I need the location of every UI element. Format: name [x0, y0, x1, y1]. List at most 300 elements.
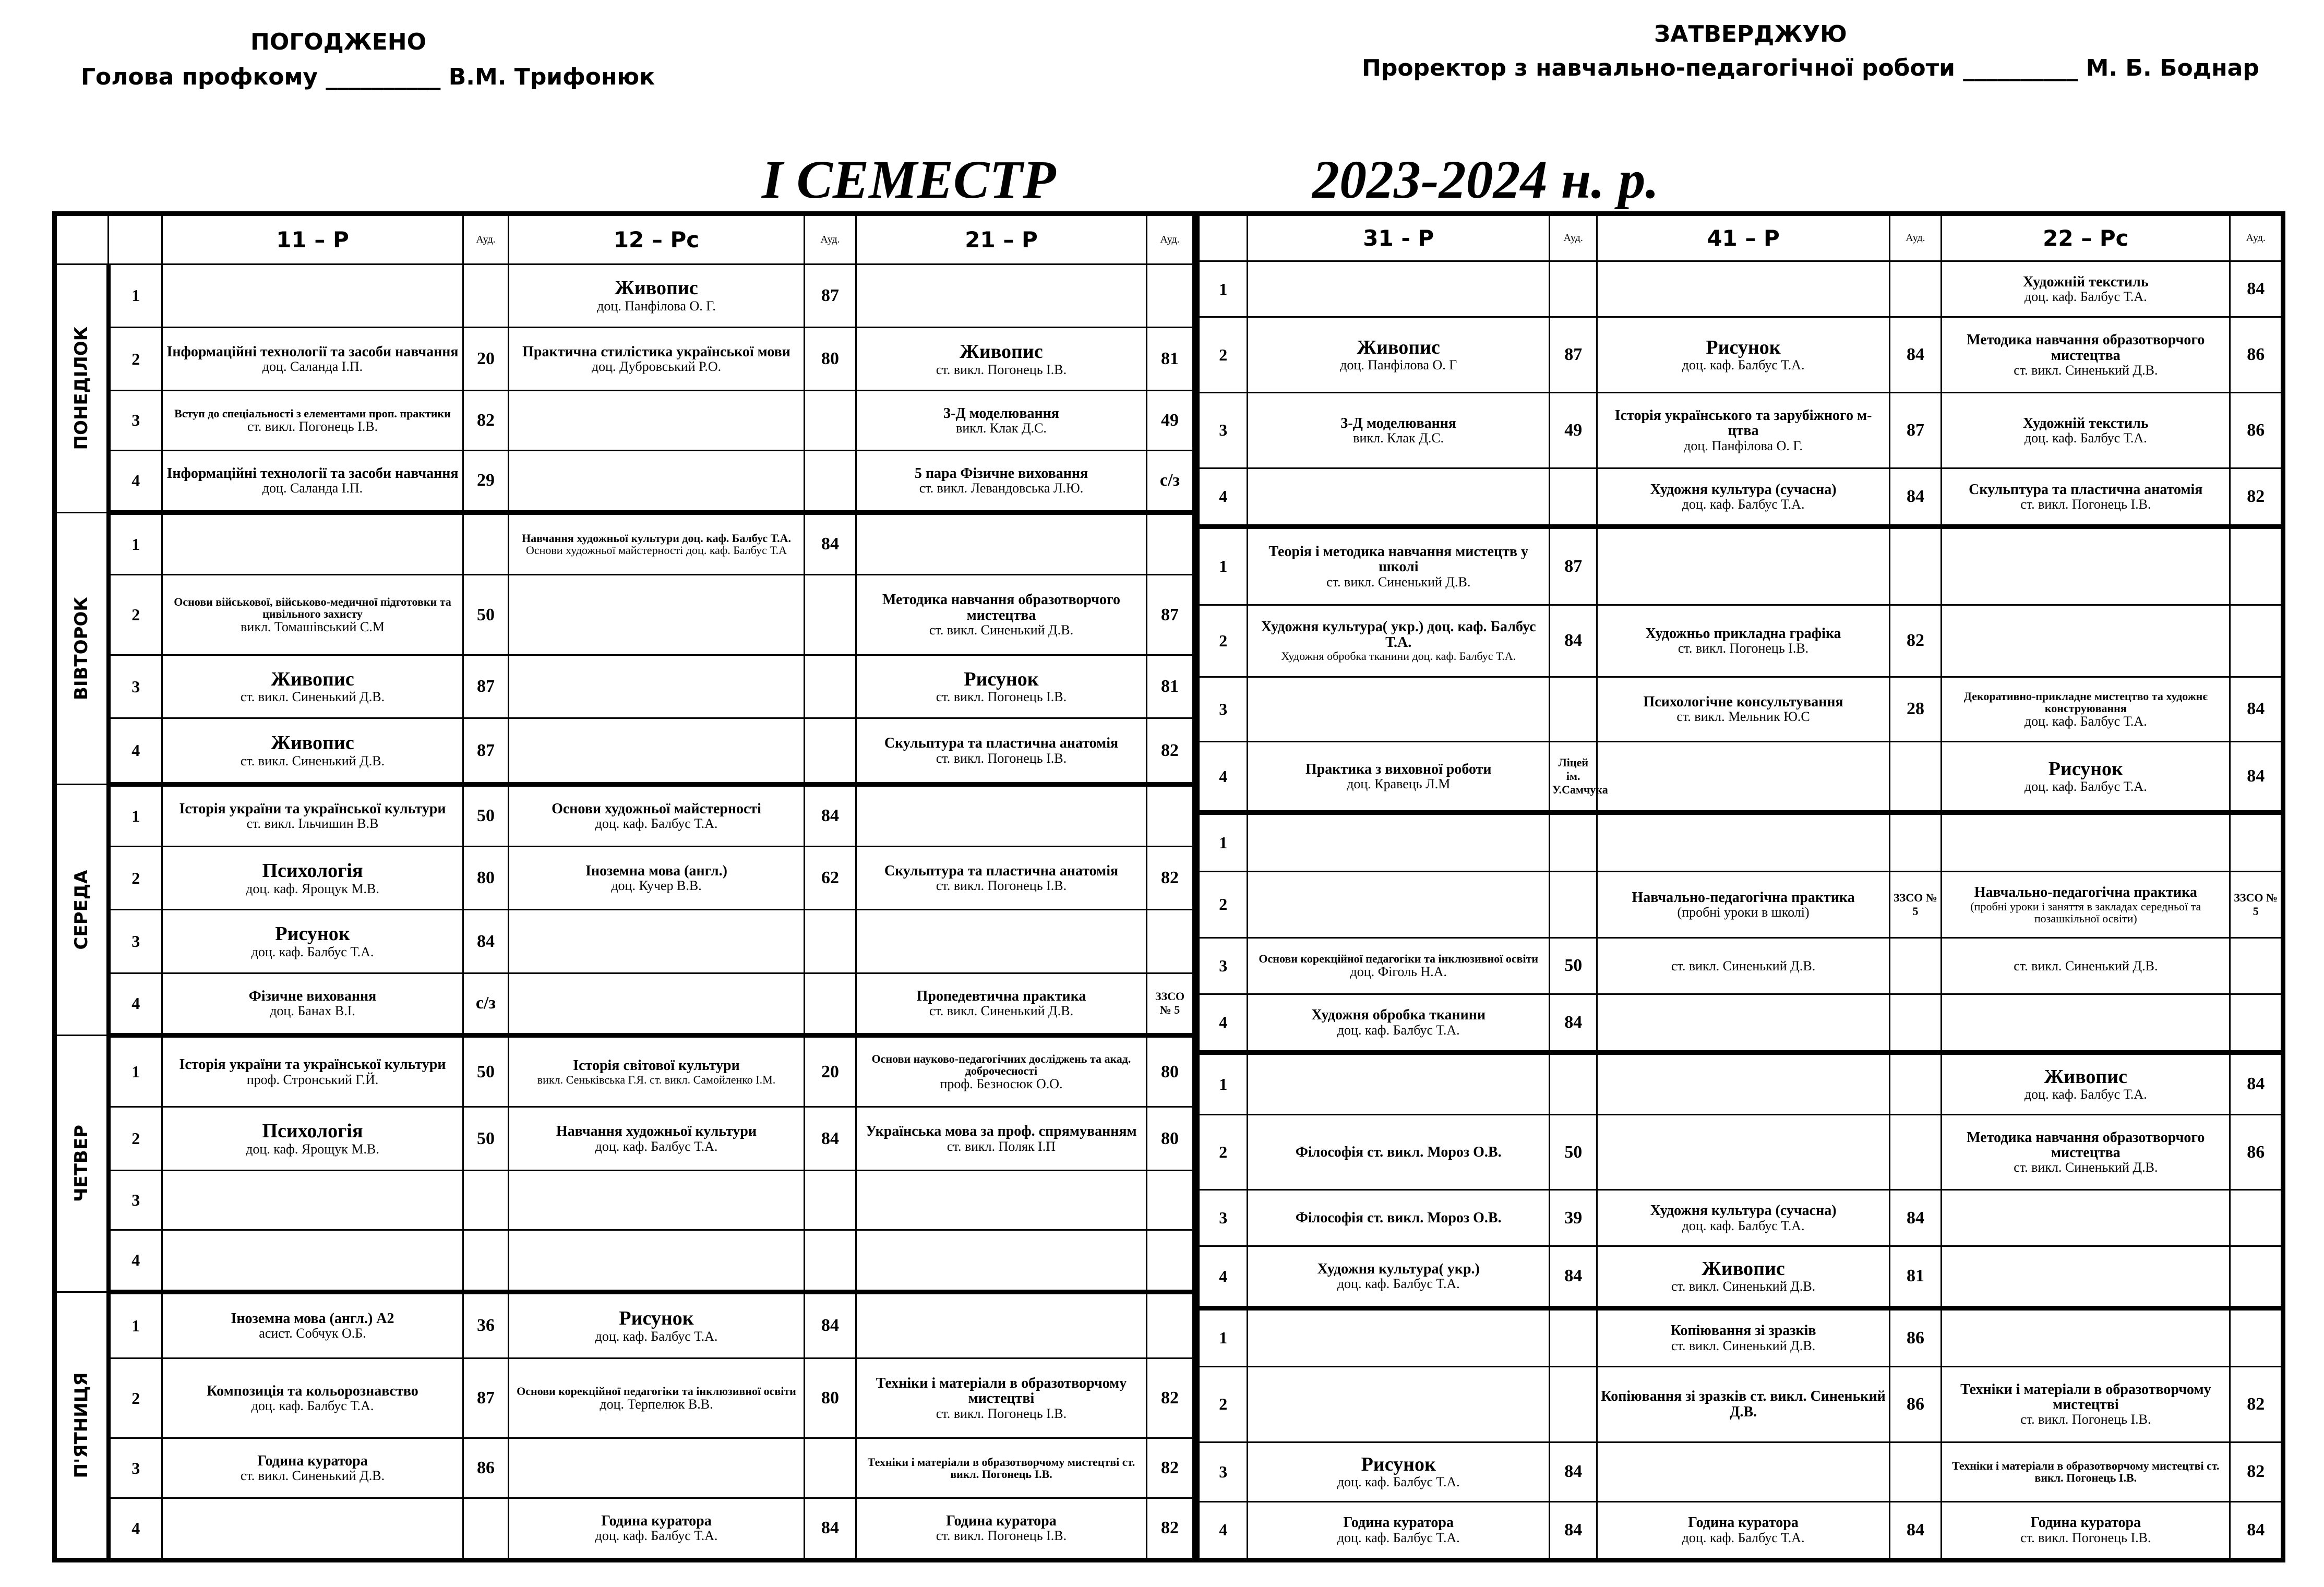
- teacher-name: доц. каф. Балбус Т.А.: [595, 1138, 718, 1154]
- room-number: 80: [805, 328, 856, 391]
- teacher-name: викл. Клак Д.С.: [956, 420, 1047, 436]
- period-number: 2: [109, 1107, 162, 1170]
- teacher-name: доц. Саланда І.П.: [262, 359, 363, 375]
- teacher-name: доц. Саланда І.П.: [262, 480, 363, 496]
- subject-name: Історія українського та зарубіжного м-цтва: [1614, 407, 1872, 439]
- room-number: 87: [1550, 526, 1597, 605]
- period-row: [1197, 317, 2283, 393]
- day-header-cell: [55, 214, 109, 264]
- lesson-cell: [1248, 468, 1550, 526]
- lesson-cell: [509, 847, 805, 910]
- subject-name: Живопис: [271, 668, 354, 690]
- room-number: [1889, 938, 1941, 994]
- teacher-name: асист. Собчук О.Б.: [259, 1326, 366, 1341]
- subject-name: Навчально-педагогічна практика: [1632, 889, 1855, 906]
- day-label-mon: [55, 264, 109, 512]
- teacher-name: ст. викл. Синенький Д.В.: [1326, 574, 1471, 590]
- room-number: 87: [1889, 393, 1941, 468]
- subject-name: Художній текстиль: [2022, 273, 2149, 290]
- teacher-name: ст. викл. Синенький Д.В.: [240, 689, 385, 705]
- period-number: 3: [1197, 393, 1248, 468]
- schedule-table-left: [52, 211, 1197, 1562]
- academic-year: 2023-2024 н. р.: [1312, 150, 1659, 210]
- room-number: [805, 450, 856, 512]
- period-number: 1: [109, 1292, 162, 1358]
- room-number: [1889, 526, 1941, 605]
- subject-name: Основи військової, військово-медичної підготовки та цивільного захисту: [174, 595, 451, 620]
- lesson-cell: [162, 1170, 463, 1230]
- period-row: [1197, 871, 2283, 938]
- room-number: 84: [2230, 677, 2283, 741]
- room-number: [1889, 1442, 1941, 1501]
- period-number: 2: [1197, 605, 1248, 677]
- period-row: [1197, 1052, 2283, 1114]
- lesson-cell: [162, 1292, 463, 1358]
- period-number: 1: [1197, 1308, 1248, 1366]
- period-number: 4: [1197, 741, 1248, 813]
- lesson-cell: [1597, 938, 1889, 994]
- period-number: 4: [1197, 994, 1248, 1052]
- subject-name: Українська мова за проф. спрямуванням: [866, 1123, 1137, 1140]
- subject-name: Основи художньої майстерності: [552, 801, 761, 817]
- room-number: 87: [1147, 575, 1195, 655]
- period-row: [55, 973, 1195, 1035]
- room-number: [1889, 813, 1941, 871]
- lesson-cell: [856, 655, 1147, 718]
- period-row: [1197, 526, 2283, 605]
- period-row: [55, 575, 1195, 655]
- period-row: [55, 655, 1195, 718]
- lesson-cell: [509, 1438, 805, 1498]
- subject-name: Психологічне консультування: [1643, 693, 1843, 710]
- lesson-cell: [856, 1035, 1147, 1107]
- period-row: [1197, 1442, 2283, 1501]
- room-number: 84: [805, 1107, 856, 1170]
- lesson-cell: [1597, 468, 1889, 526]
- day-label-fri: [55, 1292, 109, 1560]
- subject-name: Основи корекційної педагогіки та інклюзивної освіти: [517, 1384, 796, 1398]
- lesson-cell: [1248, 1052, 1550, 1114]
- room-number: [1550, 1308, 1597, 1366]
- teacher-name: ст. викл. Погонець І.В.: [936, 878, 1067, 894]
- room-number: [1550, 261, 1597, 317]
- period-number: 2: [1197, 317, 1248, 393]
- group-header-6: 22 – Рс: [1942, 214, 2230, 261]
- lesson-cell: [509, 910, 805, 973]
- room-number: [1550, 1052, 1597, 1114]
- subject-name: Основи науково-педагогічних досліджень та акад. доброчесності: [871, 1052, 1131, 1078]
- lesson-cell: [1942, 1052, 2230, 1114]
- lesson-cell: [856, 1292, 1147, 1358]
- period-row: [1197, 1246, 2283, 1308]
- lesson-cell: [509, 1035, 805, 1107]
- lesson-cell: [162, 1498, 463, 1560]
- teacher-name: доц. Панфілова О. Г: [1340, 357, 1457, 373]
- room-number: 84: [2230, 1501, 2283, 1560]
- lesson-cell: [509, 1498, 805, 1560]
- subject-name: Художня культура (сучасна): [1650, 481, 1837, 498]
- subject-name: Філософія ст. викл. Мороз О.В.: [1295, 1209, 1502, 1226]
- lesson-cell: [856, 450, 1147, 512]
- subject-name: Година куратора: [1688, 1514, 1799, 1531]
- room-number: 84: [1550, 1501, 1597, 1560]
- room-number: [805, 575, 856, 655]
- room-number: [1147, 910, 1195, 973]
- lesson-cell: [162, 910, 463, 973]
- subject-name: Рисунок: [964, 668, 1039, 690]
- room-number: 84: [1889, 1190, 1941, 1246]
- room-number: [463, 264, 509, 327]
- room-number: 82: [2230, 1366, 2283, 1442]
- room-number: 50: [463, 784, 509, 846]
- subject-name: Навчання художньої культури: [556, 1123, 757, 1140]
- period-number: 1: [1197, 261, 1248, 317]
- lesson-cell: [856, 391, 1147, 450]
- subject-name: 3-Д моделювання: [1340, 415, 1457, 431]
- teacher-name: доц. Терпелюк В.В.: [600, 1396, 713, 1412]
- subject-name: Техніки і матеріали в образотворчому мистецтві: [1960, 1381, 2211, 1413]
- subject-name: Декоративно-прикладне мистецтво та художнє конструювання: [1963, 689, 2208, 715]
- room-number: [1889, 261, 1941, 317]
- teacher-name: ст. викл. Погонець І.В.: [2020, 1530, 2151, 1545]
- subject-name: Художня культура (сучасна): [1650, 1203, 1837, 1219]
- teacher-name: викл. Сенькiвська Г.Я. ст. викл. Самойленко І.М.: [537, 1073, 776, 1086]
- period-row: [55, 718, 1195, 785]
- room-number: 50: [463, 1035, 509, 1107]
- day-name: П'ЯТНИЦЯ: [71, 1372, 92, 1478]
- lesson-cell: [856, 973, 1147, 1035]
- room-number: [805, 1170, 856, 1230]
- lesson-cell: [1942, 994, 2230, 1052]
- room-number: 84: [805, 784, 856, 846]
- subject-name: 3-Д моделювання: [943, 405, 1059, 422]
- lesson-cell: [1248, 677, 1550, 741]
- subject-name: Методика навчання образотворчого мистецтва: [1967, 332, 2205, 364]
- lesson-cell: [1942, 1366, 2230, 1442]
- room-number: [1889, 741, 1941, 813]
- room-number: [1147, 512, 1195, 574]
- subject-name: Практична стилістика української мови: [522, 343, 790, 360]
- subject-name: Іноземна мова (англ.): [585, 862, 727, 879]
- room-number: [805, 973, 856, 1035]
- room-number: 50: [1550, 938, 1597, 994]
- room-number: 84: [2230, 261, 2283, 317]
- group-header-2: 12 – Рс: [509, 214, 805, 264]
- subject-name: Рисунок: [275, 922, 350, 945]
- lesson-cell: [1248, 261, 1550, 317]
- teacher-name: ст. викл. Мельник Ю.С: [1676, 709, 1810, 725]
- teacher-name: ст. викл. Синенький Д.В.: [1671, 1338, 1816, 1353]
- teacher-name: доц. Банах В.І.: [270, 1003, 355, 1019]
- subject-name: Фізичне виховання: [248, 988, 377, 1004]
- subject-name: Історія світової культури: [573, 1057, 740, 1074]
- period-number: 3: [109, 655, 162, 718]
- lesson-cell: [1942, 468, 2230, 526]
- period-row: [1197, 741, 2283, 813]
- teacher-name: (пробні уроки і заняття в закладах середньої та позашкільної освіти): [1970, 899, 2201, 925]
- lesson-cell: [1248, 1501, 1550, 1560]
- lesson-cell: [1597, 317, 1889, 393]
- lesson-cell: [1248, 1246, 1550, 1308]
- subject-name: Основи корекційної педагогіки та інклюзивної освіти: [1259, 952, 1539, 966]
- room-number: [805, 391, 856, 450]
- period-number: 1: [1197, 526, 1248, 605]
- teacher-name: Художня обробка тканини доц. каф. Балбус Т.А.: [1281, 649, 1516, 663]
- period-number: 1: [1197, 1052, 1248, 1114]
- period-number: 3: [1197, 1442, 1248, 1501]
- day-label-thu: [55, 1035, 109, 1292]
- period-row: [55, 910, 1195, 973]
- lesson-cell: [509, 1230, 805, 1292]
- teacher-name: ст. викл. Синенький Д.В.: [1671, 1279, 1816, 1294]
- lesson-cell: [1597, 871, 1889, 938]
- subject-name: Іноземна мова (англ.) А2: [231, 1310, 394, 1327]
- teacher-name: доц. каф. Балбус Т.А.: [1682, 1218, 1805, 1233]
- teacher-name: доц. каф. Балбус Т.А.: [251, 944, 374, 959]
- teacher-name: ст. викл. Погонець І.В.: [2020, 1412, 2151, 1427]
- teacher-name: доц. каф. Ярощук М.В.: [246, 881, 379, 896]
- period-number: 4: [109, 450, 162, 512]
- teacher-name: доц. каф. Балбус Т.А.: [1337, 1474, 1460, 1490]
- period-row: [1197, 393, 2283, 468]
- period-number: 4: [1197, 1246, 1248, 1308]
- aud-header: Ауд.: [805, 214, 856, 264]
- teacher-name: доц. каф. Балбус Т.А.: [1682, 496, 1805, 512]
- lesson-cell: [1597, 261, 1889, 317]
- room-number: 87: [463, 655, 509, 718]
- lesson-cell: [1597, 1366, 1889, 1442]
- period-number: 3: [1197, 1190, 1248, 1246]
- lesson-cell: [1248, 526, 1550, 605]
- teacher-name: ст. викл. Погонець І.В.: [936, 1528, 1067, 1544]
- room-number: 84: [1889, 317, 1941, 393]
- room-number: 49: [1550, 393, 1597, 468]
- lesson-cell: [1942, 813, 2230, 871]
- period-row: [55, 328, 1195, 391]
- room-number: [1147, 1292, 1195, 1358]
- period-number: 3: [109, 910, 162, 973]
- period-row: [55, 1358, 1195, 1438]
- lesson-cell: [1597, 605, 1889, 677]
- period-number: 2: [109, 575, 162, 655]
- lesson-cell: [1597, 741, 1889, 813]
- teacher-name: ст. викл. Синенький Д.В.: [929, 622, 1074, 638]
- room-number: [2230, 526, 2283, 605]
- lesson-cell: [856, 575, 1147, 655]
- room-number: 80: [1147, 1107, 1195, 1170]
- period-row: [55, 847, 1195, 910]
- approved-title: ПОГОДЖЕНО: [250, 29, 427, 55]
- lesson-cell: [856, 910, 1147, 973]
- subject-name: Живопис: [960, 340, 1043, 363]
- room-number: [1889, 994, 1941, 1052]
- room-number: 28: [1889, 677, 1941, 741]
- room-number: Ліцей ім. У.Самчука: [1550, 741, 1597, 813]
- room-number: 86: [2230, 317, 2283, 393]
- room-number: [1147, 1170, 1195, 1230]
- subject-name: Рисунок: [1361, 1453, 1436, 1475]
- room-number: 86: [463, 1438, 509, 1498]
- period-row: [55, 1292, 1195, 1358]
- subject-name: Рисунок: [2048, 758, 2123, 780]
- aud-header: Ауд.: [1550, 214, 1597, 261]
- period-number: 1: [109, 264, 162, 327]
- aud-header: Ауд.: [463, 214, 509, 264]
- room-number: [1147, 264, 1195, 327]
- subject-name: Художня обробка тканини: [1311, 1007, 1486, 1024]
- subject-name: Художня культура( укр.): [1317, 1260, 1480, 1277]
- teacher-name: ст. викл. Погонець І.В.: [247, 418, 378, 434]
- room-number: 87: [805, 264, 856, 327]
- lesson-cell: [856, 1438, 1147, 1498]
- room-number: 84: [805, 512, 856, 574]
- teacher-name: доц. Панфілова О. Г.: [597, 298, 716, 314]
- lesson-cell: [1248, 1442, 1550, 1501]
- lesson-cell: [1942, 871, 2230, 938]
- subject-name: Година куратора: [601, 1512, 712, 1529]
- teacher-name: викл. Клак Д.С.: [1353, 430, 1444, 446]
- lesson-cell: [1248, 317, 1550, 393]
- lesson-cell: [1597, 1308, 1889, 1366]
- period-row: [55, 1230, 1195, 1292]
- lesson-cell: [509, 1358, 805, 1438]
- subject-name: Скульптура та пластична анатомія: [884, 735, 1119, 752]
- room-number: [805, 1230, 856, 1292]
- subject-name: Живопис: [2044, 1065, 2128, 1088]
- semester-title: І СЕМЕСТР: [762, 150, 1056, 210]
- lesson-cell: [856, 784, 1147, 846]
- room-number: 20: [805, 1035, 856, 1107]
- period-header-cell: [1197, 214, 1248, 261]
- lesson-cell: [162, 973, 463, 1035]
- period-number: 2: [109, 328, 162, 391]
- period-number: 1: [1197, 813, 1248, 871]
- room-number: [1550, 1366, 1597, 1442]
- lesson-cell: [1597, 1052, 1889, 1114]
- period-number: 3: [109, 391, 162, 450]
- teacher-name: доц. Дубровський Р.О.: [591, 359, 722, 375]
- teacher-name: проф. Безносюк О.О.: [940, 1076, 1063, 1092]
- teacher-name: доц. каф. Балбус Т.А.: [1337, 1276, 1460, 1292]
- lesson-cell: [1597, 1246, 1889, 1308]
- lesson-cell: [162, 718, 463, 785]
- subject-name: Композиція та кольорознавство: [207, 1382, 418, 1399]
- teacher-name: ст. викл. Погонець І.В.: [936, 362, 1067, 377]
- teacher-name: ст. викл. Погонець І.В.: [1678, 641, 1809, 656]
- room-number: [1147, 1230, 1195, 1292]
- period-row: [55, 512, 1195, 574]
- subject-name: Навчання художньої культури доц. каф. Балбус Т.А.: [522, 532, 791, 545]
- room-number: 82: [1147, 1438, 1195, 1498]
- room-number: 84: [805, 1498, 856, 1560]
- lesson-cell: [856, 847, 1147, 910]
- lesson-cell: [162, 1107, 463, 1170]
- lesson-cell: [162, 450, 463, 512]
- period-number: 2: [1197, 1114, 1248, 1190]
- subject-name: Інформаційні технології та засоби навчання: [166, 343, 459, 360]
- lesson-cell: [1597, 677, 1889, 741]
- teacher-name: доц. каф. Балбус Т.А.: [2024, 779, 2147, 795]
- lesson-cell: [162, 1035, 463, 1107]
- room-number: с/з: [463, 973, 509, 1035]
- room-number: 82: [1147, 1498, 1195, 1560]
- subject-name: Методика навчання образотворчого мистецтва: [882, 592, 1121, 623]
- period-row: [55, 1107, 1195, 1170]
- subject-name: Вступ до спеціальності з елементами проп. практики: [174, 406, 451, 420]
- room-number: [463, 1230, 509, 1292]
- lesson-cell: [509, 391, 805, 450]
- lesson-cell: [509, 575, 805, 655]
- lesson-cell: [1597, 526, 1889, 605]
- room-number: [805, 910, 856, 973]
- period-row: [1197, 938, 2283, 994]
- lesson-cell: [509, 973, 805, 1035]
- room-number: 84: [463, 910, 509, 973]
- subject-name: Живопис: [615, 277, 698, 299]
- subject-name: Історія україни та української культури: [179, 1056, 446, 1073]
- period-row: [55, 450, 1195, 512]
- subject-name: Теорія і методика навчання мистецтв у школі: [1268, 543, 1529, 575]
- room-number: 84: [2230, 741, 2283, 813]
- period-number: 2: [109, 847, 162, 910]
- group-header-1: 11 – Р: [162, 214, 463, 264]
- lesson-cell: [162, 1230, 463, 1292]
- period-row: [1197, 994, 2283, 1052]
- room-number: [1889, 1114, 1941, 1190]
- subject-name: Година куратора: [1343, 1514, 1454, 1531]
- period-number: 4: [1197, 468, 1248, 526]
- room-number: [2230, 605, 2283, 677]
- lesson-cell: [1942, 393, 2230, 468]
- subject-name: Інформаційні технології та засоби навчання: [166, 465, 459, 482]
- day-name: ЧЕТВЕР: [71, 1125, 92, 1203]
- teacher-name: Основи художньої майстерності доц. каф. Балбус Т.А: [525, 544, 787, 557]
- room-number: 80: [463, 847, 509, 910]
- room-number: ЗЗСО № 5: [1147, 973, 1195, 1035]
- lesson-cell: [162, 1438, 463, 1498]
- room-number: [1550, 813, 1597, 871]
- room-number: 82: [2230, 1442, 2283, 1501]
- teacher-name: ст. викл. Погонець І.В.: [936, 689, 1067, 705]
- lesson-cell: [162, 328, 463, 391]
- lesson-cell: [1942, 1246, 2230, 1308]
- room-number: 84: [2230, 1052, 2283, 1114]
- lesson-cell: [1942, 1190, 2230, 1246]
- subject-name: Психологія: [262, 1120, 363, 1142]
- room-number: [805, 1438, 856, 1498]
- room-number: 82: [1147, 718, 1195, 785]
- lesson-cell: [509, 1170, 805, 1230]
- subject-name: Скульптура та пластична анатомія: [884, 862, 1119, 879]
- teacher-name: ст. викл. Синенький Д.В.: [2014, 1160, 2158, 1175]
- teacher-name: ст. викл. Ільчишин В.В: [246, 816, 379, 832]
- period-row: [1197, 1114, 2283, 1190]
- room-number: 82: [463, 391, 509, 450]
- room-number: 84: [1550, 994, 1597, 1052]
- subject-name: Історія україни та української культури: [179, 801, 446, 817]
- period-number: 1: [109, 512, 162, 574]
- subject-name: Техніки і матеріали в образотворчому мистецтві: [876, 1375, 1127, 1407]
- subject-name: Методика навчання образотворчого мистецтва: [1967, 1129, 2205, 1161]
- room-number: 49: [1147, 391, 1195, 450]
- subject-name: Живопис: [271, 731, 354, 754]
- room-number: 81: [1889, 1246, 1941, 1308]
- subject-name: Пропедевтична практика: [916, 988, 1086, 1004]
- teacher-name: ст. викл. Синенький Д.В.: [2014, 362, 2158, 378]
- teacher-name: доц. каф. Балбус Т.А.: [2024, 1087, 2147, 1102]
- room-number: 29: [463, 450, 509, 512]
- subject-name: Психологія: [262, 859, 363, 882]
